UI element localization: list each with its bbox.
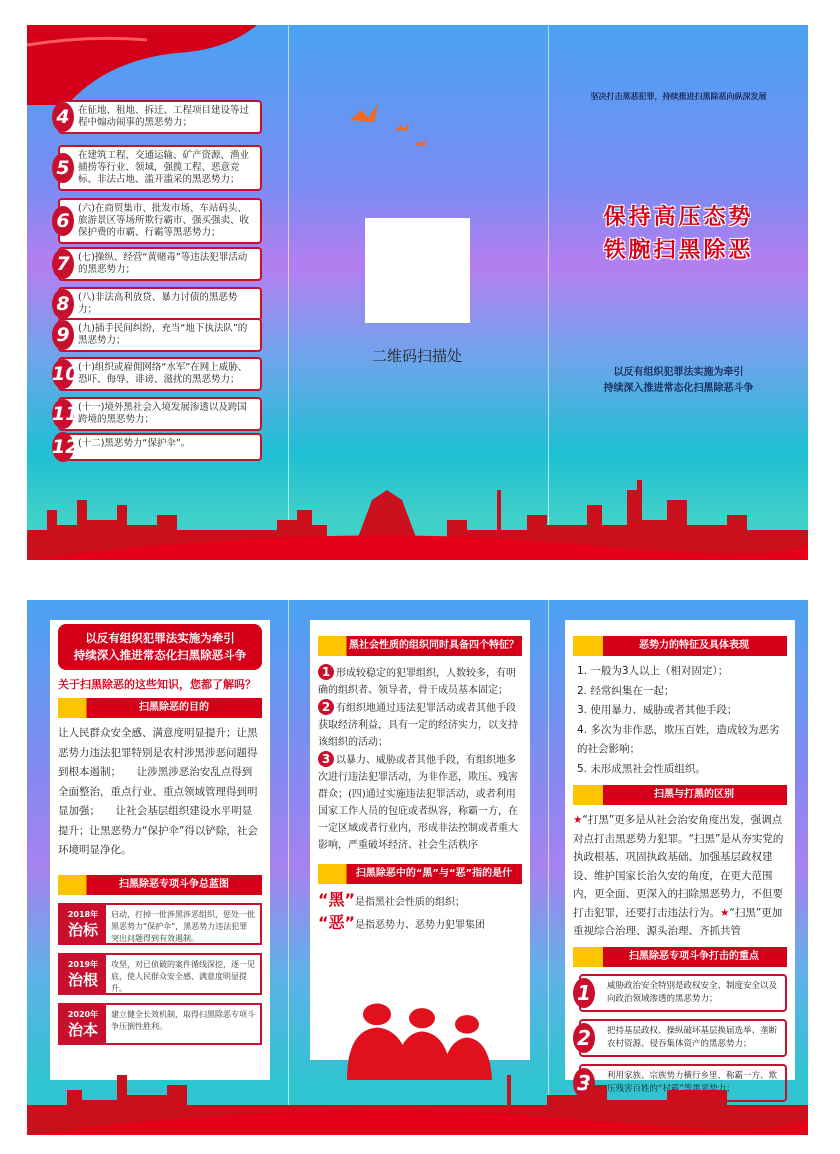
- feature-3: 以暴力、威胁或者其他手段，有组织地多次进行违法犯罪活动，为非作恶，欺压、残害群众；(四)通过实施违法犯罪活动，或者利用国家工作人员的包庇或者纵容，称霸一方，在一定区域或者行业内，形成非法控制或者重大影响，严重破坏经济、社会生活秩序: [318, 755, 518, 851]
- diff-text-1: “打黑”更多是从社会治安角度出发，强调点对点打击黑恶势力犯罪。“扫黑”是从夯实党的执政根基、巩固执政基础、加强基层政权建设、维护国家长治久安的角度，在更大范围内，更全面、更深入的扫除黑恶势力，不但要打击犯罪，还要打击违法行为。: [573, 814, 784, 919]
- banner-line: 以反有组织犯罪法实施为牵引: [85, 631, 235, 645]
- list-item: [52, 357, 262, 391]
- list-item: [52, 433, 262, 461]
- point-text: 威胁政治安全特别是政权安全、制度安全以及向政治领域渗透的黑恶势力；: [607, 980, 778, 1004]
- year-tag: 治本: [67, 1020, 98, 1039]
- panel-left: [50, 620, 270, 1080]
- headline-banner: [58, 624, 262, 670]
- cover-title: [549, 201, 808, 267]
- section-header: 扫黑除恶的目的: [58, 698, 262, 718]
- number-badge: 3: [318, 751, 334, 767]
- section-header: 扫黑除恶专项斗争打击的重点: [573, 947, 787, 967]
- star-icon: ★: [573, 814, 583, 826]
- list-item: [52, 397, 262, 431]
- item-number: 6: [52, 206, 74, 236]
- panel-middle: [310, 620, 530, 1060]
- panel-right: [565, 620, 795, 1095]
- brochure-outside: [27, 25, 808, 560]
- item-text: 在建筑工程、交通运输、矿产资源、渔业捕捞等行业、领域，强揽工程、恶意竞标、非法占地、滥开滥采的黑恶势力；: [78, 150, 250, 185]
- point-number: 1: [573, 978, 595, 1008]
- item-text: (十二)黑恶势力“保护伞”。: [78, 438, 191, 449]
- item-text: (十)组织或雇佣网络“水军”在网上威胁、恐吓、侮辱、诽谤、滋扰的黑恶势力；: [78, 362, 248, 385]
- banner-line: 持续深入推进常态化扫黑除恶斗争: [73, 648, 247, 662]
- hei-e-definitions: “黑”是指黑社会性质的组织； “恶”是指恶势力、恶势力犯罪集团: [318, 890, 486, 932]
- point-number: 3: [573, 1068, 595, 1098]
- item-number: 4: [52, 102, 74, 132]
- item-text: (七)操纵、经营“黄赌毒”等违法犯罪活动的黑恶势力；: [78, 252, 248, 275]
- cover-footer-line: 以反有组织犯罪法实施为牵引: [613, 367, 744, 378]
- year-text: 启动，打掉一批涉黑涉恶组织，惩处一批黑恶势力“保护伞”，黑恶势力违法犯罪突出问题得到有效遏制。: [111, 909, 255, 943]
- feature-item: 3. 使用暴力、威胁或者其他手段；: [577, 704, 738, 716]
- hei-char: 黑: [328, 890, 345, 909]
- item-number: 8: [52, 289, 74, 319]
- birds-icon: [345, 90, 435, 160]
- list-item: [58, 100, 262, 134]
- feature-1: 形成较稳定的犯罪组织，人数较多，有明确的组织者、领导者，骨干成员基本固定；: [318, 668, 516, 696]
- e-text: 是指恶势力、恶势力犯罪集团: [355, 920, 486, 931]
- question-heading: 关于扫黑除恶的这些知识，您都了解吗？: [58, 678, 256, 691]
- year-label: 2019年: [67, 959, 99, 969]
- feature-item: 2. 经常纠集在一起；: [577, 684, 675, 697]
- city-skyline: [27, 1045, 808, 1135]
- point-number: 2: [573, 1023, 595, 1053]
- item-text: (十一)境外黑社会入境发展渗透以及跨国跨境的黑恶势力；: [78, 402, 247, 425]
- item-text: (六)在商贸集市、批发市场、车站码头、旅游景区等场所欺行霸市、强买强卖、收保护费的市霸、行霸等黑恶势力；: [78, 203, 250, 238]
- item-text: (九)插手民间纠纷，充当“地下执法队”的黑恶势力；: [78, 323, 248, 346]
- list-item: [58, 198, 262, 244]
- year-tag: 治标: [67, 920, 98, 939]
- key-point: [579, 974, 787, 1012]
- item-number: 12: [52, 432, 74, 462]
- item-text: (八)非法高利放贷、暴力讨债的黑恶势力；: [78, 292, 238, 315]
- feature-2: 有组织地通过违法犯罪活动或者其他手段获取经济利益，具有一定的经济实力，以支持该组织的活动；: [318, 703, 518, 748]
- list-item: [58, 145, 262, 191]
- qr-label: 二维码扫描处: [371, 347, 462, 365]
- cover-footer-line: 持续深入推进常态化扫黑除恶斗争: [603, 383, 754, 394]
- hei-text: 是指黑社会性质的组织；: [355, 897, 466, 908]
- feature-item: 4. 多次为非作恶，欺压百姓，造成较为恶劣的社会影响；: [577, 723, 780, 755]
- number-badge: 1: [318, 664, 334, 680]
- cover-footer: [549, 365, 808, 397]
- difference-text: [573, 811, 787, 941]
- section-header: 扫黑与打黑的区别: [573, 785, 787, 805]
- section-header: 黑社会性质的组织同时具备四个特征？: [318, 636, 522, 656]
- year-text: 建立健全长效机制，取得扫黑除恶专项斗争压倒性胜利。: [111, 1009, 255, 1031]
- features-list: [573, 662, 787, 779]
- section-header: 恶势力的特征及具体表现: [573, 636, 787, 656]
- diff-text-2: “扫黑”更加重视综合治理、源头治理、齐抓共管: [573, 906, 783, 937]
- item-number: 9: [52, 320, 74, 350]
- item-number: 11: [52, 399, 74, 429]
- roadmap-2019: [58, 953, 262, 995]
- features-text: [318, 664, 522, 854]
- list-item: [58, 318, 262, 352]
- year-text: 攻坚，对已侦破的案件循线深挖，逐一见底，使人民群众安全感、满意度明显提升。: [111, 959, 255, 993]
- year-tag: 治根: [67, 970, 98, 989]
- roadmap-2020: [58, 1003, 262, 1045]
- point-text: 把持基层政权、操纵破坏基层换届选举、垄断农村资源、侵吞集体资产的黑恶势力；: [607, 1025, 778, 1049]
- purpose-text: 让人民群众安全感、满意度明显提升；让黑恶势力违法犯罪特别是农村涉黑涉恶问题得到根本遏制； 让涉黑涉恶治安乱点得到全面整治，重点行业、重点领域管理得到明显加强； 让社会基层组织建设水平明显提升；让黑恶势力“保护伞”得以铲除，社会环境明显净化。: [58, 727, 258, 856]
- item-number: 7: [52, 249, 74, 279]
- city-skyline: [27, 470, 808, 560]
- roadmap-2018: [58, 903, 262, 945]
- section-header: 扫黑除恶专项斗争总蓝图: [58, 875, 262, 895]
- item-number: 10: [52, 359, 74, 389]
- year-label: 2020年: [67, 1009, 99, 1019]
- feature-item: 5. 未形成黑社会性质组织。: [577, 762, 706, 775]
- star-icon: ★: [720, 906, 730, 919]
- red-flag-decoration: [27, 25, 267, 105]
- list-item: [58, 247, 262, 281]
- section-header: 扫黑除恶中的“黑”与“恶”指的是什么？: [318, 864, 522, 884]
- item-number: 5: [52, 153, 74, 183]
- cover-subtitle: 坚决打击黑恶犯罪，持续推进扫黑除恶向纵深发展: [590, 92, 767, 101]
- qr-code-placeholder[interactable]: [365, 218, 470, 323]
- item-text: 在征地、租地、拆迁、工程项目建设等过程中煽动闹事的黑恶势力；: [78, 105, 250, 128]
- e-char: 恶: [328, 913, 345, 932]
- cover-title-line: 铁腕扫黑除恶: [603, 238, 754, 263]
- point-text: 利用家族、宗族势力横行乡里、称霸一方、欺压残害百姓的“村霸”等黑恶势力；: [607, 1070, 778, 1094]
- brochure-inside: [27, 600, 808, 1135]
- list-item: [58, 287, 262, 321]
- cover-title-line: 保持高压态势: [603, 205, 754, 230]
- number-badge: 2: [318, 699, 334, 715]
- year-label: 2018年: [67, 909, 99, 919]
- feature-item: 1. 一般为3人以上（相对固定）；: [577, 665, 729, 677]
